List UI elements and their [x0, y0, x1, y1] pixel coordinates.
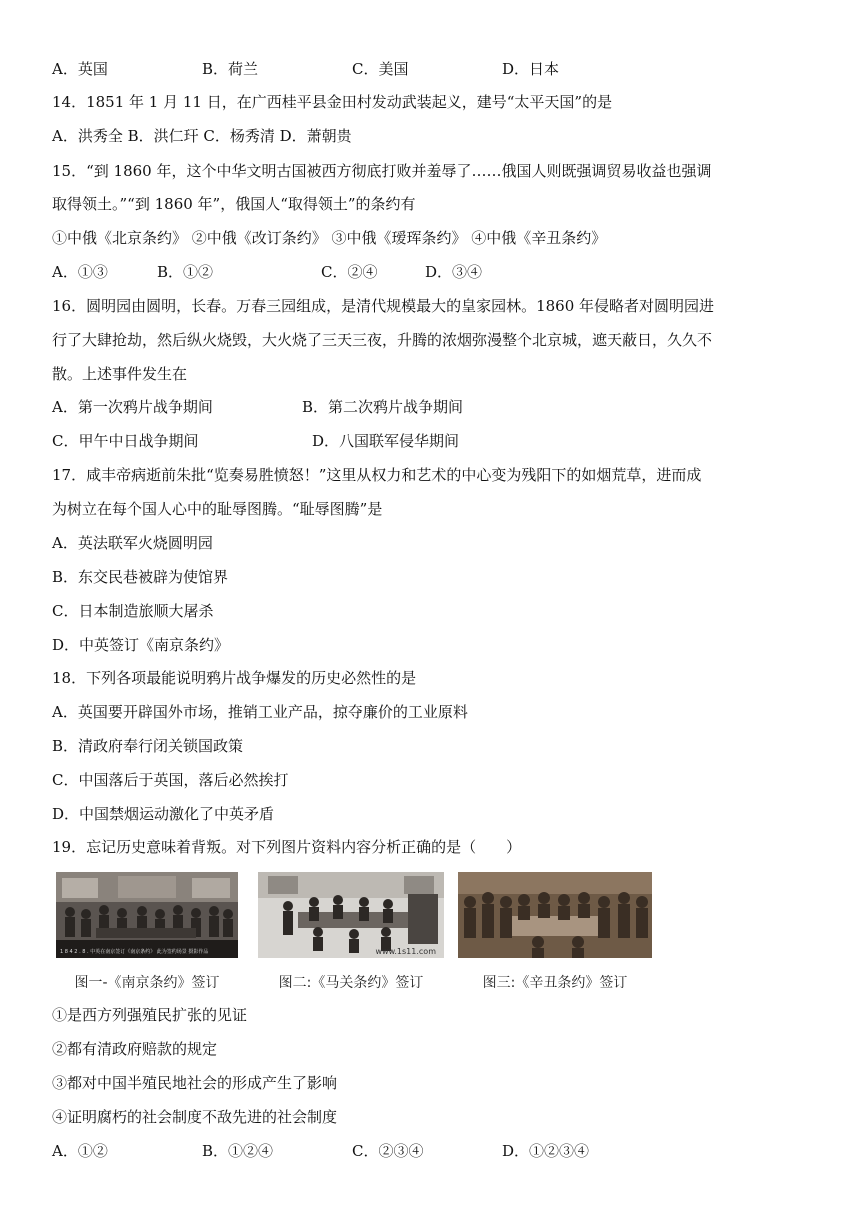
q16-stem-line-1: 16．圆明园由圆明，长春。万春三园组成，是清代规模最大的皇家园林。1860 年侵略者对圆明园进: [52, 297, 715, 315]
q16-option-b: B．第二次鸦片战争期间: [302, 398, 464, 416]
q13-option-b: B．荷兰: [202, 60, 259, 78]
caption-nanjing-treaty: 图一-《南京条约》签订: [74, 975, 220, 991]
q15-stem-line-2: 取得领土。”“到 1860 年”，俄国人“取得领土”的条约有: [52, 195, 416, 213]
q17-option-c: C．日本制造旅顺大屠杀: [52, 602, 214, 620]
q19-option-c: C．②③④: [352, 1142, 424, 1160]
q17-option-b: B．东交民巷被辟为使馆界: [52, 568, 229, 586]
nanjing-treaty-photo: [56, 872, 238, 958]
q18-option-b: B．清政府奉行闭关锁国政策: [52, 737, 244, 755]
q19-figure-strip: [56, 872, 656, 994]
q17-stem-line-2: 为树立在每个国人心中的耻辱图腾。“耻辱图腾”是: [52, 500, 383, 518]
q18-option-a: A．英国要开辟国外市场，推销工业产品，掠夺廉价的工业原料: [52, 703, 468, 721]
q15-option-b: B．①②: [157, 263, 214, 281]
q19-option-d: D．①②③④: [502, 1142, 590, 1160]
q17-option-a: A．英法联军火烧圆明园: [52, 534, 213, 552]
q13-option-c: C．美国: [352, 60, 409, 78]
q16-option-c: C．甲午中日战争期间: [52, 432, 199, 450]
q13-option-a: A．英国: [52, 60, 108, 78]
q19-option-b: B．①②④: [202, 1142, 274, 1160]
q13-option-d: D．日本: [502, 60, 560, 78]
q19-item-4: ④证明腐朽的社会制度不敌先进的社会制度: [52, 1108, 338, 1126]
q16-option-a: A．第一次鸦片战争期间: [52, 398, 213, 416]
q15-option-d: D．③④: [425, 263, 483, 281]
figure-xinchou-treaty: [458, 872, 652, 991]
nanjing-photo-caption-text: 1 8 4 2 . 8 . 中英在南京签订《南京条约》 此为签约场景 摄影作品: [60, 949, 209, 955]
q15-option-a: A．①③: [52, 263, 108, 281]
q16-option-d: D．八国联军侵华期间: [312, 432, 460, 450]
q19-item-2: ②都有清政府赔款的规定: [52, 1040, 218, 1058]
q18-stem: 18．下列各项最能说明鸦片战争爆发的历史必然性的是: [52, 669, 417, 687]
q19-option-a: A．①②: [52, 1142, 108, 1160]
q17-stem-line-1: 17．咸丰帝病逝前朱批“览奏易胜愤怒！”这里从权力和艺术的中心变为残阳下的如烟荒草，进而成: [52, 466, 702, 484]
q15-stem-line-1: 15．“到 1860 年，这个中华文明古国被西方彻底打败并羞辱了……俄国人则既强调贸易收益也强调: [52, 162, 712, 180]
q16-stem-line-2: 行了大肆抢劫，然后纵火烧毁，大火烧了三天三夜，升腾的浓烟弥漫整个北京城，遮天蔽日，久久不: [52, 331, 713, 349]
figure-maguan-treaty: [258, 872, 444, 991]
q14-options: A．洪秀全 B．洪仁玕 C．杨秀清 D．萧朝贵: [52, 127, 352, 145]
q19-stem: 19．忘记历史意味着背叛。对下列图片资料内容分析正确的是（ ）: [52, 838, 522, 856]
q17-option-d: D．中英签订《南京条约》: [52, 636, 230, 654]
caption-maguan-treaty: 图二:《马关条约》签订: [278, 975, 424, 991]
maguan-photo-watermark: www.1s11.com: [375, 947, 436, 956]
figure-nanjing-treaty: [56, 872, 238, 991]
q18-option-c: C．中国落后于英国，落后必然挨打: [52, 771, 289, 789]
q15-items: ①中俄《北京条约》 ②中俄《改订条约》 ③中俄《瑷珲条约》 ④中俄《辛丑条约》: [52, 229, 607, 247]
q14-stem: 14．1851 年 1 月 11 日，在广西桂平县金田村发动武装起义，建号“太平天国”的是: [52, 93, 613, 111]
q19-item-3: ③都对中国半殖民地社会的形成产生了影响: [52, 1074, 338, 1092]
q19-item-1: ①是西方列强殖民扩张的见证: [52, 1006, 248, 1024]
q16-stem-line-3: 散。上述事件发生在: [52, 365, 188, 383]
q15-option-c: C．②④: [321, 263, 378, 281]
q18-option-d: D．中国禁烟运动激化了中英矛盾: [52, 805, 275, 823]
maguan-treaty-photo: [258, 872, 444, 958]
caption-xinchou-treaty: 图三:《辛丑条约》签订: [482, 975, 628, 991]
xinchou-treaty-photo: [458, 872, 652, 958]
